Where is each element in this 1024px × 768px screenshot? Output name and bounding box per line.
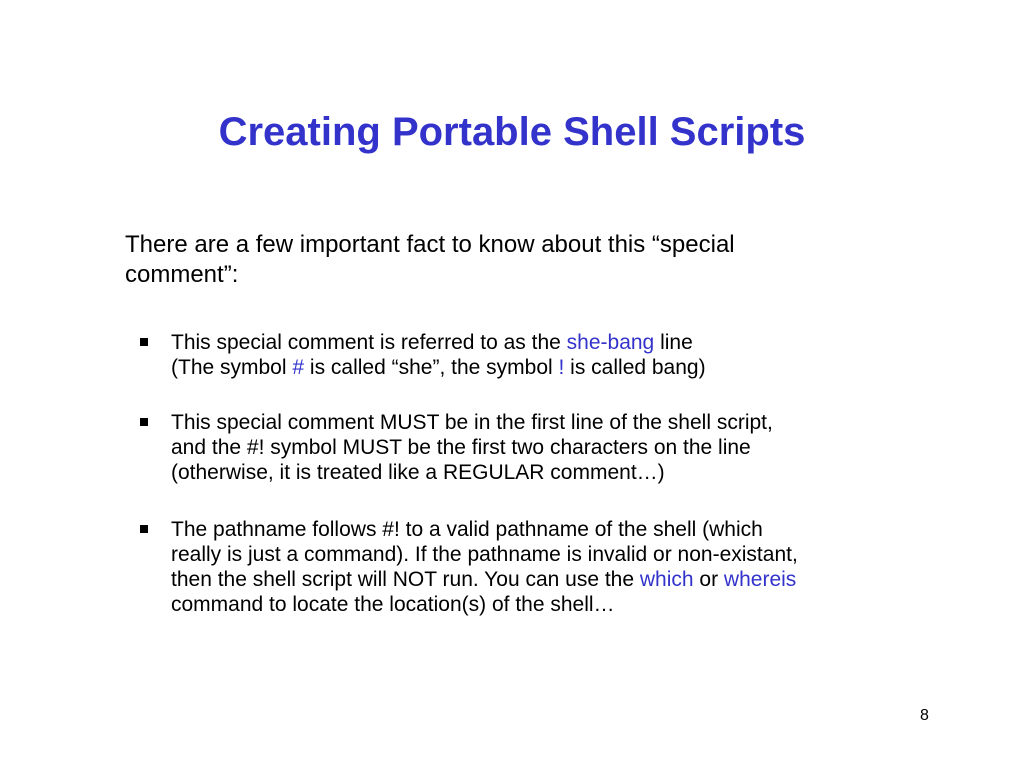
text-fragment: is called “she”, the symbol [304,356,559,379]
text-fragment: is called bang) [564,356,706,379]
which-command: which [639,568,694,591]
bullet-1-line-1 [171,330,960,355]
text-fragment: This special comment is referred to as the [171,331,567,354]
bullet-3-line-2: really is just a command). If the pathname is invalid or non-existant, [171,543,798,566]
intro-line-1: There are a few important fact to know about this “special [125,231,735,258]
slide-title: Creating Portable Shell Scripts [218,110,806,154]
intro-text [125,230,905,290]
bullet-3-line-3 [171,567,960,592]
intro-line-2: comment”: [125,261,239,288]
bang-symbol: ! [558,356,565,379]
bullet-2-line-3: (otherwise, it is treated like a REGULAR comment…) [171,461,665,484]
hash-symbol: # [292,356,305,379]
she-bang-term: she-bang [566,331,655,354]
text-fragment: then the shell script will NOT run. You can use the [171,568,640,591]
square-bullet-icon [140,338,148,346]
bullet-1-line-2 [171,355,960,380]
bullet-she-bang [140,330,960,380]
text-fragment: line [654,331,693,354]
bullet-2-line-2: and the #! symbol MUST be the first two characters on the line [171,436,751,459]
square-bullet-icon [140,418,148,426]
bullet-3-line-1: The pathname follows #! to a valid pathname of the shell (which [171,518,763,541]
text-fragment: or [693,568,724,591]
bullet-2-line-1: This special comment MUST be in the first line of the shell script, [171,411,773,434]
whereis-command: whereis [723,568,797,591]
bullet-first-line-rule [140,410,960,485]
bullet-list [140,330,960,617]
bullet-3-line-4: command to locate the location(s) of the shell… [171,593,615,616]
square-bullet-icon [140,525,148,533]
page-number: 8 [920,707,929,724]
text-fragment: (The symbol [171,356,293,379]
bullet-pathname [140,517,960,617]
